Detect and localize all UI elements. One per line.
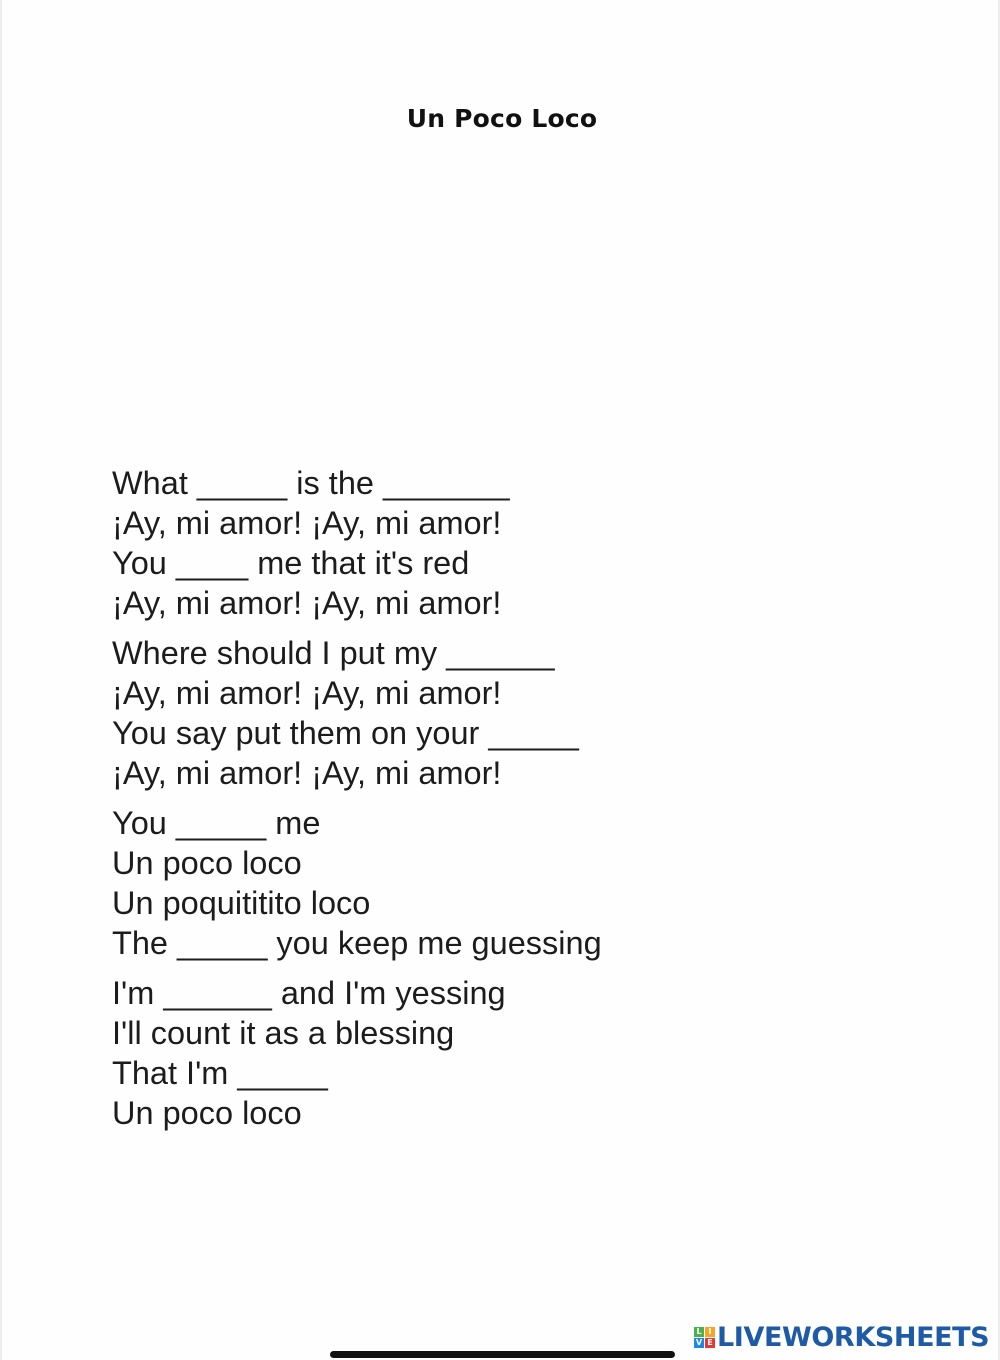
lyric-line: Un poco loco (112, 1095, 302, 1131)
lyric-line: Where should I put my ______ (112, 635, 555, 671)
liveworksheets-logo-icon (694, 1327, 715, 1348)
logo-letter: V (695, 1337, 703, 1347)
watermark-text: LIVEWORKSHEETS (717, 1321, 990, 1353)
liveworksheets-watermark (694, 1317, 989, 1357)
lyric-line: You ____ me that it's red (112, 545, 470, 581)
lyric-line: ¡Ay, mi amor! ¡Ay, mi amor! (112, 675, 502, 711)
lyric-line: ¡Ay, mi amor! ¡Ay, mi amor! (112, 585, 502, 621)
home-indicator-bar[interactable] (330, 1351, 675, 1358)
lyric-line: I'm ______ and I'm yessing (112, 975, 506, 1011)
logo-letter: I (705, 1327, 715, 1337)
lyric-line: You say put them on your _____ (112, 715, 579, 751)
logo-letter: E (705, 1338, 715, 1348)
lyric-line: I'll count it as a blessing (112, 1015, 455, 1051)
stanza-1 (112, 463, 812, 623)
lyric-line: ¡Ay, mi amor! ¡Ay, mi amor! (112, 755, 502, 791)
lyric-line: You _____ me (112, 805, 321, 841)
stanza-2 (112, 633, 812, 793)
lyric-line: ¡Ay, mi amor! ¡Ay, mi amor! (112, 505, 502, 541)
lyric-line: What _____ is the _______ (112, 465, 510, 501)
stanza-4 (112, 973, 812, 1133)
lyric-line: Un poquititito loco (112, 885, 371, 921)
lyrics-body (112, 463, 812, 1143)
lyric-line: The _____ you keep me guessing (112, 925, 602, 961)
lyric-line: Un poco loco (112, 845, 302, 881)
stanza-3 (112, 803, 812, 963)
song-title: Un Poco Loco (406, 104, 598, 133)
logo-letter: L (694, 1327, 704, 1337)
lyric-line: That I'm _____ (112, 1055, 328, 1091)
